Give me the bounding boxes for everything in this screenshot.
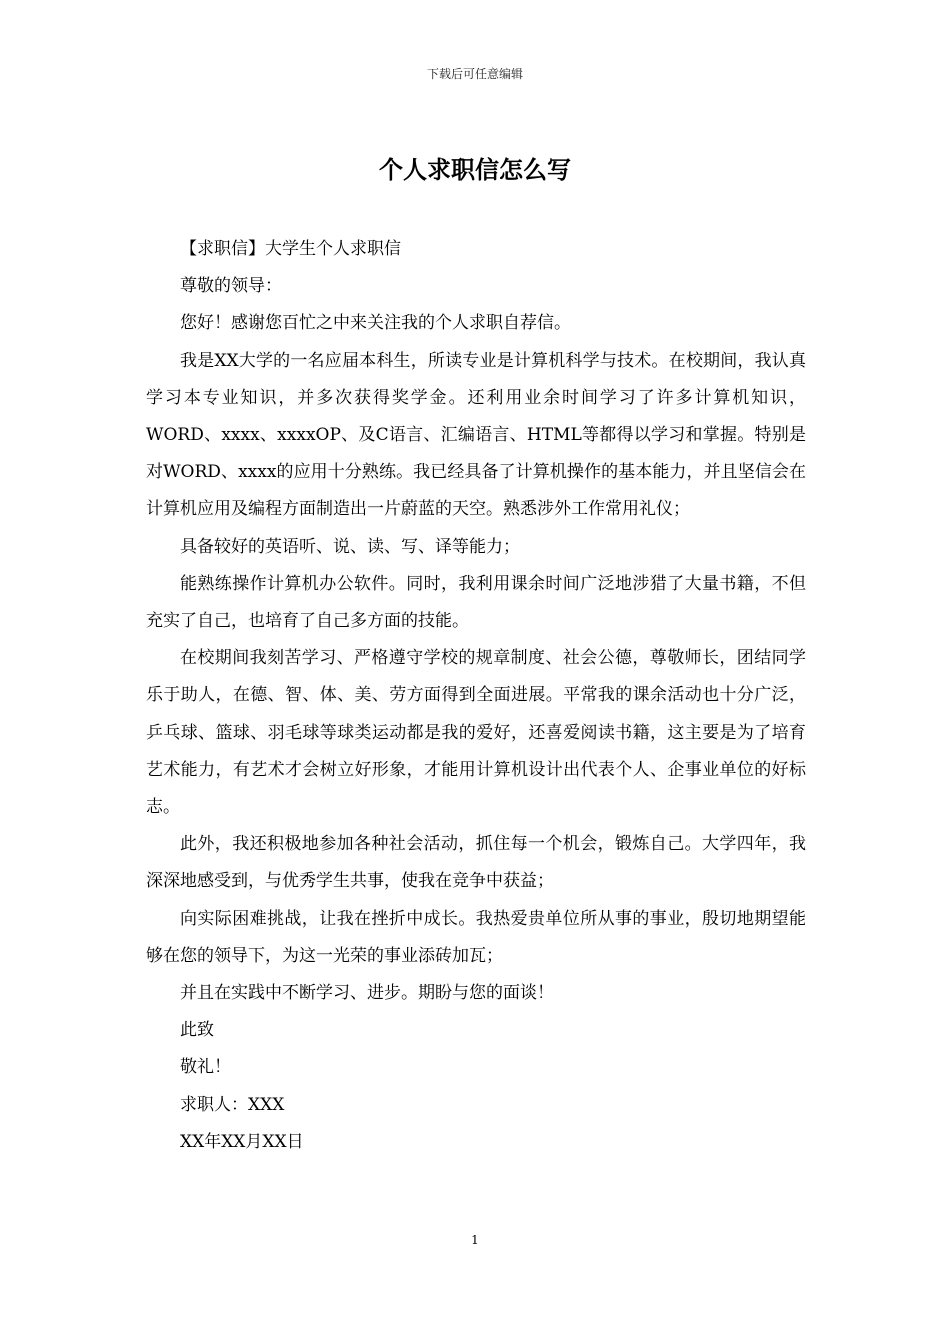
salutation: 尊敬的领导：	[180, 276, 282, 297]
education-paragraph: 我是XX大学的一名应届本科生，所读专业是计算机科学与技术。在校期间，我认真学习本专业知识，并多次获得奖学金。还利用业余时间学习了许多计算机知识，WORD、xxxx、xxxxOP、及C语言、汇编语言、HTML等都得以学习和掌握。特别是对WORD、xxxx的应用十分熟练。我已经具备了计算机操作的基本能力，并且坚信会在计算机应用及编程方面制造出一片蔚蓝的天空。熟悉涉外工作常用礼仪；	[146, 350, 806, 520]
aspiration-paragraph: 向实际困难挑战，让我在挫折中成长。我热爱贵单位所从事的事业，殷切地期望能够在您的领导下，为这一光荣的事业添砖加瓦；	[146, 908, 806, 966]
english-skills-paragraph: 具备较好的英语听、说、读、写、译等能力；	[180, 536, 520, 557]
signature-line: 求职人：XXX	[180, 1094, 285, 1115]
greeting-paragraph: 您好！感谢您百忙之中来关注我的个人求职自荐信。	[180, 313, 571, 334]
office-skills-paragraph: 能熟练操作计算机办公软件。同时，我利用课余时间广泛地涉猎了大量书籍，不但充实了自己，也培育了自己多方面的技能。	[146, 573, 806, 632]
page-number: 1	[471, 1233, 479, 1247]
salute: 敬礼！	[180, 1057, 231, 1078]
closing-phrase: 此致	[180, 1020, 214, 1041]
date-line: XX年XX月XX日	[180, 1131, 304, 1152]
document-body	[146, 231, 806, 1161]
closing-paragraph: 并且在实践中不断学习、进步。期盼与您的面谈！	[180, 983, 554, 1004]
document-title: 个人求职信怎么写	[379, 155, 571, 184]
activities-paragraph: 此外，我还积极地参加各种社会活动，抓住每一个机会，锻炼自己。大学四年，我深深地感受到，与优秀学生共事，使我在竞争中获益；	[146, 834, 806, 892]
subject-line: 【求职信】大学生个人求职信	[180, 239, 401, 259]
campus-life-paragraph: 在校期间我刻苦学习、严格遵守学校的规章制度、社会公德，尊敬师长，团结同学乐于助人，在德、智、体、美、劳方面得到全面进展。平常我的课余活动也十分广泛，乒乓球、篮球、羽毛球等球类运动都是我的爱好，还喜爱阅读书籍，这主要是为了培育艺术能力，有艺术才会树立好形象，才能用计算机设计出代表个人、企事业单位的好标志。	[146, 648, 806, 818]
header-note: 下载后可任意编辑	[426, 67, 523, 81]
